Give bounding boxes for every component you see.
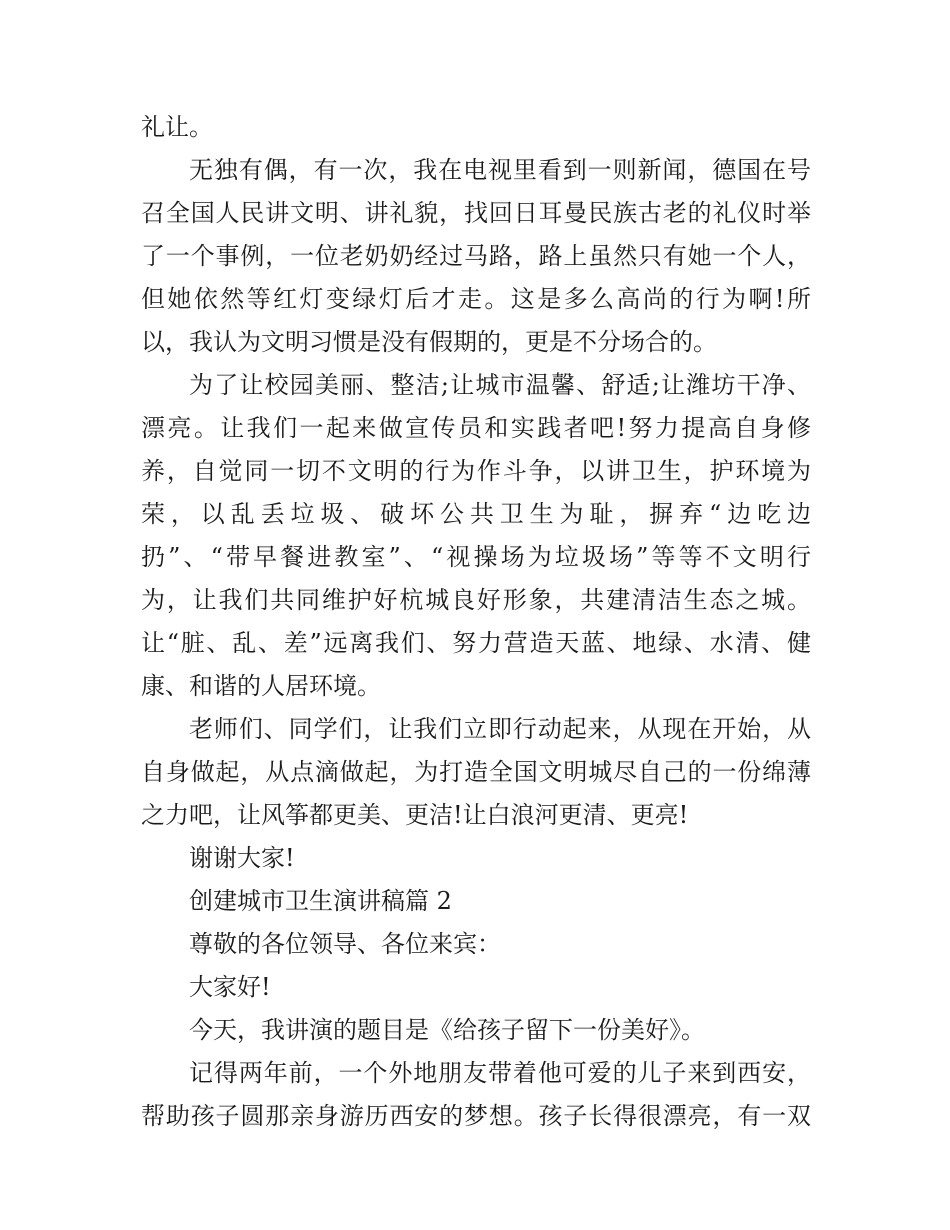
text-line: 自身做起，从点滴做起，为打造全国文明城尽自己的一份绵薄 — [141, 758, 811, 786]
text-line: 了一个事例，一位老奶奶经过马路，路上虽然只有她一个人， — [141, 242, 811, 270]
section-heading: 创建城市卫生演讲稿篇 2 — [189, 887, 452, 915]
text-line: 尊敬的各位领导、各位来宾： — [189, 930, 501, 958]
text-line: 礼让。 — [141, 113, 213, 141]
text-line: 以，我认为文明习惯是没有假期的，更是不分场合的。 — [141, 328, 717, 356]
text-line: 为，让我们共同维护好杭城良好形象，共建清洁生态之城。 — [141, 586, 811, 614]
text-line: 无独有偶，有一次，我在电视里看到一则新闻，德国在号 — [189, 156, 811, 184]
text-line: 之力吧，让风筝都更美、更洁!让白浪河更清、更亮! — [141, 801, 689, 829]
text-line: 扔”、“带早餐进教室”、“视操场为垃圾场”等等不文明行 — [141, 543, 811, 571]
text-line: 大家好! — [189, 973, 271, 1001]
text-line: 荣，以乱丢垃圾、破坏公共卫生为耻，摒弃“边吃边 — [141, 500, 811, 528]
document-body — [141, 106, 811, 1138]
text-line: 但她依然等红灯变绿灯后才走。这是多么高尚的行为啊!所 — [141, 285, 811, 313]
text-line: 帮助孩子圆那亲身游历西安的梦想。孩子长得很漂亮，有一双 — [141, 1102, 811, 1130]
text-line: 为了让校园美丽、整洁;让城市温馨、舒适;让潍坊干净、 — [189, 371, 811, 399]
text-line: 今天，我讲演的题目是《给孩子留下一份美好》。 — [189, 1016, 705, 1044]
text-line: 漂亮。让我们一起来做宣传员和实践者吧!努力提高自身修 — [141, 414, 811, 442]
text-line: 召全国人民讲文明、讲礼貌，找回日耳曼民族古老的礼仪时举 — [141, 199, 811, 227]
text-line: 记得两年前，一个外地朋友带着他可爱的儿子来到西安， — [189, 1059, 811, 1087]
text-line: 养，自觉同一切不文明的行为作斗争，以讲卫生，护环境为 — [141, 457, 811, 485]
text-line: 谢谢大家! — [189, 844, 295, 872]
text-line: 让“脏、乱、差”远离我们、努力营造天蓝、地绿、水清、健 — [141, 629, 811, 657]
text-line: 老师们、同学们，让我们立即行动起来，从现在开始，从 — [189, 715, 811, 743]
text-line: 康、和谐的人居环境。 — [141, 672, 381, 700]
